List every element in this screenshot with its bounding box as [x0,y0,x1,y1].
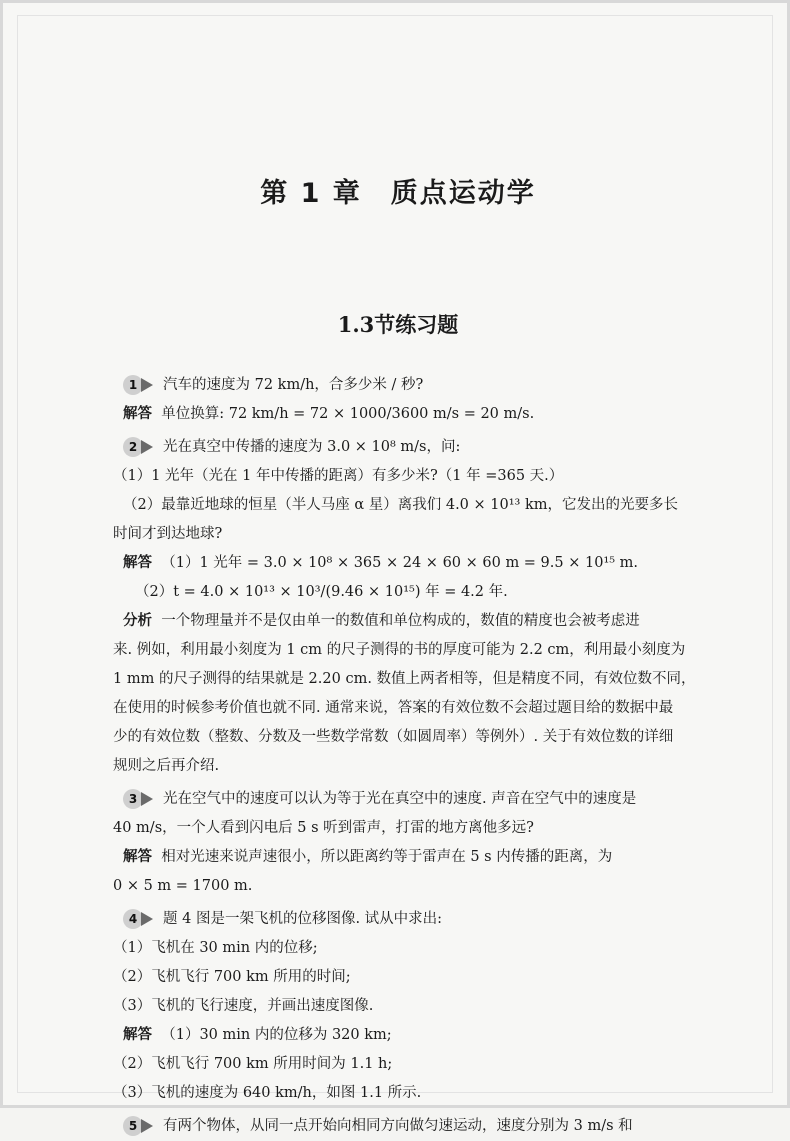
arrow-icon [141,378,153,392]
problem-2-analysis-2: 来. 例如，利用最小刻度为 1 cm 的尺子测得的书的厚度可能为 2.2 cm，利用最小刻度为 [113,642,686,658]
problem-5-line-1 [113,1112,725,1141]
arrow-icon [141,440,153,454]
problem-2-line-3: （2）最靠近地球的恒星（半人马座 α 星）离我们 4.0 × 10¹³ km，它发出的光要多长 [123,497,678,513]
problem-list [113,371,725,1141]
problem-4-line-1 [113,905,725,934]
problem-4-number: 4 [123,909,143,929]
answer-text: （1）1 光年 = 3.0 × 10⁸ × 365 × 24 × 60 × 60 m = 9.5 × 10¹⁵ m. [161,555,639,571]
problem-3-answer-1 [113,843,725,872]
problem-2-analysis-3: 1 mm 的尺子测得的结果就是 2.20 cm. 数值上两者相等，但是精度不同，有效位数不同， [113,671,696,687]
problem-2-analysis-4: 在使用的时候参考价值也就不同. 通常来说，答案的有效位数不会超过题目给的数据中最 [113,700,674,716]
problem-2-text: 光在真空中传播的速度为 3.0 × 10⁸ m/s，问: [163,439,461,455]
problem-2-line-4: 时间才到达地球? [113,526,223,542]
problem-number-badge [123,909,157,929]
problem-number-badge [123,375,157,395]
problem-1-number: 1 [123,375,143,395]
problem-2-number: 2 [123,437,143,457]
answer-label: 解答 [123,555,152,571]
answer-text: （1）30 min 内的位移为 320 km; [161,1027,392,1043]
problem-4-answer-2: （2）飞机飞行 700 km 所用时间为 1.1 h; [113,1056,393,1072]
problem-4-answer-3: （3）飞机的速度为 640 km/h，如图 1.1 所示. [113,1085,422,1101]
problem-2-line-2: （1）1 光年（光在 1 年中传播的距离）有多少米?（1 年 =365 天.） [113,468,564,484]
problem-4-line-2: （1）飞机在 30 min 内的位移; [113,940,318,956]
problem-number-badge [123,1116,157,1136]
problem-4-line-4: （3）飞机的飞行速度，并画出速度图像. [113,998,374,1014]
problem-4-answer-1 [113,1021,725,1050]
problem-2-analysis-1 [113,607,725,636]
problem-2-answer-2: （2）t = 4.0 × 10¹³ × 10³/(9.46 × 10¹⁵) 年 = 4.2 年. [135,584,508,600]
answer-label: 解答 [123,1027,152,1043]
arrow-icon [141,792,153,806]
chapter-title: 第 1 章 质点运动学 [260,178,536,209]
problem-2-analysis-5: 少的有效位数（整数、分数及一些数学常数（如圆周率）等例外）. 关于有效位数的详细 [113,729,674,745]
answer-label: 解答 [123,406,152,422]
problem-5-number: 5 [123,1116,143,1136]
analysis-label: 分析 [123,613,152,629]
problem-3-line-2: 40 m/s，一个人看到闪电后 5 s 听到雷声，打雷的地方离他多远? [113,820,534,836]
answer-text: 相对光速来说声速很小，所以距离约等于雷声在 5 s 内传播的距离，为 [161,849,613,865]
arrow-icon [141,1119,153,1133]
problem-1-answer [113,400,725,429]
answer-text: 单位换算: 72 km/h = 72 × 1000/3600 m/s = 20 m/s. [161,406,535,422]
problem-4-line-3: （2）飞机飞行 700 km 所用的时间; [113,969,351,985]
problem-2-line-1 [113,433,725,462]
answer-label: 解答 [123,849,152,865]
problem-number-badge [123,437,157,457]
analysis-text: 一个物理量并不是仅由单一的数值和单位构成的，数值的精度也会被考虑进 [161,613,640,629]
arrow-icon [141,912,153,926]
problem-4-text: 题 4 图是一架飞机的位移图像. 试从中求出: [163,911,443,927]
problem-2-analysis-6: 规则之后再介绍. [113,758,220,774]
problem-5-text: 有两个物体，从同一点开始向相同方向做匀速运动，速度分别为 3 m/s 和 [163,1118,633,1134]
problem-2-answer-1 [113,549,725,578]
problem-1-text: 汽车的速度为 72 km/h，合多少米 / 秒? [163,377,424,393]
problem-3-number: 3 [123,789,143,809]
section-title: 1.3节练习题 [337,312,459,337]
problem-3-answer-2: 0 × 5 m = 1700 m. [113,878,253,894]
problem-3-line-1 [113,785,725,814]
problem-1-line-1 [113,371,725,400]
problem-3-text: 光在空气中的速度可以认为等于光在真空中的速度. 声音在空气中的速度是 [163,791,637,807]
problem-number-badge [123,789,157,809]
